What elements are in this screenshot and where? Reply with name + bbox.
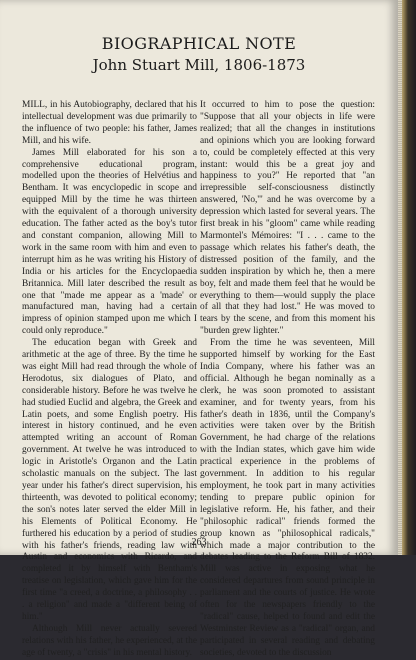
- paragraph: MILL, in his Autobiography, declared that his intellectual development was due primarily to the influence of two people: his father, James Mill, and his wife.: [22, 100, 197, 146]
- subject-heading: John Stuart Mill, 1806-1873: [92, 56, 306, 74]
- right-column: [200, 100, 375, 658]
- page-number: 263: [191, 537, 207, 548]
- page-edges: [398, 0, 402, 555]
- paragraph: It occurred to him to pose the question: "Suppose that all your objects in life were realized; that all the changes in institutions and opinions which you are looking forward to, could be completely effected at this very instant: would this be a great joy and happiness to you?" He reported that "an irrepressible self-consciousness distinctly answered, 'No,'" and he was overcome by a depression which lasted for several years. The first break in his "gloom" came while reading Marmontel's Mémoires: "I . . . came to the passage which relates his father's death, the distressed position of the family, and the sudden inspiration by which he, then a mere boy, felt and made them feel that he would be everything to them—would supply the place of all that they had lost." He was moved to tears by the scene, and from this moment his "burden grew lighter.": [200, 100, 375, 337]
- left-column: [22, 100, 197, 658]
- paragraph: Although Mill never actually severed relations with his father, he experienced, at the age of twenty, a "crisis" in his mental history.: [22, 623, 197, 658]
- paragraph: James Mill elaborated for his son a comprehensive educational program, modelled upon the theories of Helvétius and Bentham. It was encyclopedic in scope and equipped Mill by the time he was thirteen with the equivalent of a thorough university education. The father acted as the boy's tutor and constant companion, allowing Mill to work in the same room with him and even to interrupt him as he was writing his History of India or his articles for the Encyclopaedia Britannica. Mill later described the result as one that "made me appear as a 'made' or manufactured man, having had a certain impress of opinion stamped upon me which I could only reproduce.": [22, 147, 197, 337]
- title-block: [0, 34, 398, 75]
- paragraph: The education began with Greek and arithmetic at the age of three. By the time he was eight Mill had read through the whole of Herodotus, six dialogues of Plato, and considerable history. Before he was twelve he had studied Euclid and algebra, the Greek and Latin poets, and some English poetry. His interest in history continued, and he even attempted writing an account of Roman government. At twelve he was introduced to logic in Aristotle's Organon and the Latin scholastic manuals on the subject. The last year under his father's direct supervision, his thirteenth, was devoted to political economy; the son's notes later served the elder Mill in his Elements of Political Economy. He furthered his education by a period of studies with his father's friends, reading law with Austin and economics with Ricardo, and completed it by himself with Bentham's treatise on legislation, which gave him for the first time "a creed, a doctrine, a philosophy . . . a religion" and made a "different being of him.": [22, 338, 197, 622]
- paragraph: From the time he was seventeen, Mill supported himself by working for the East India Company, where his father was an official. Although he began nominally as a clerk, he was soon promoted to assistant examiner, and for twenty years, from his father's death in 1836, until the Company's activities were taken over by the British Government, he had charge of the relations with the Indian states, which gave him wide practical experience in the problems of government. In addition to his regular employment, he took part in many activities tending to prepare public opinion for legislative reform. He, his father, and their "philosophic radical" friends formed the group known as "philosophical radicals," which made a major contribution to the debates leading to the Reform Bill of 1832. Mill was active in exposing what he considered departures from sound principle in parliament and the courts of justice. He wrote often for the newspapers friendly to the "radical" cause, helped to found and edit the Westminster Review as a "radical" organ, and participated in several reading and debating societies, devoted to the discussion: [200, 338, 375, 658]
- section-title: BIOGRAPHICAL NOTE: [101, 34, 297, 53]
